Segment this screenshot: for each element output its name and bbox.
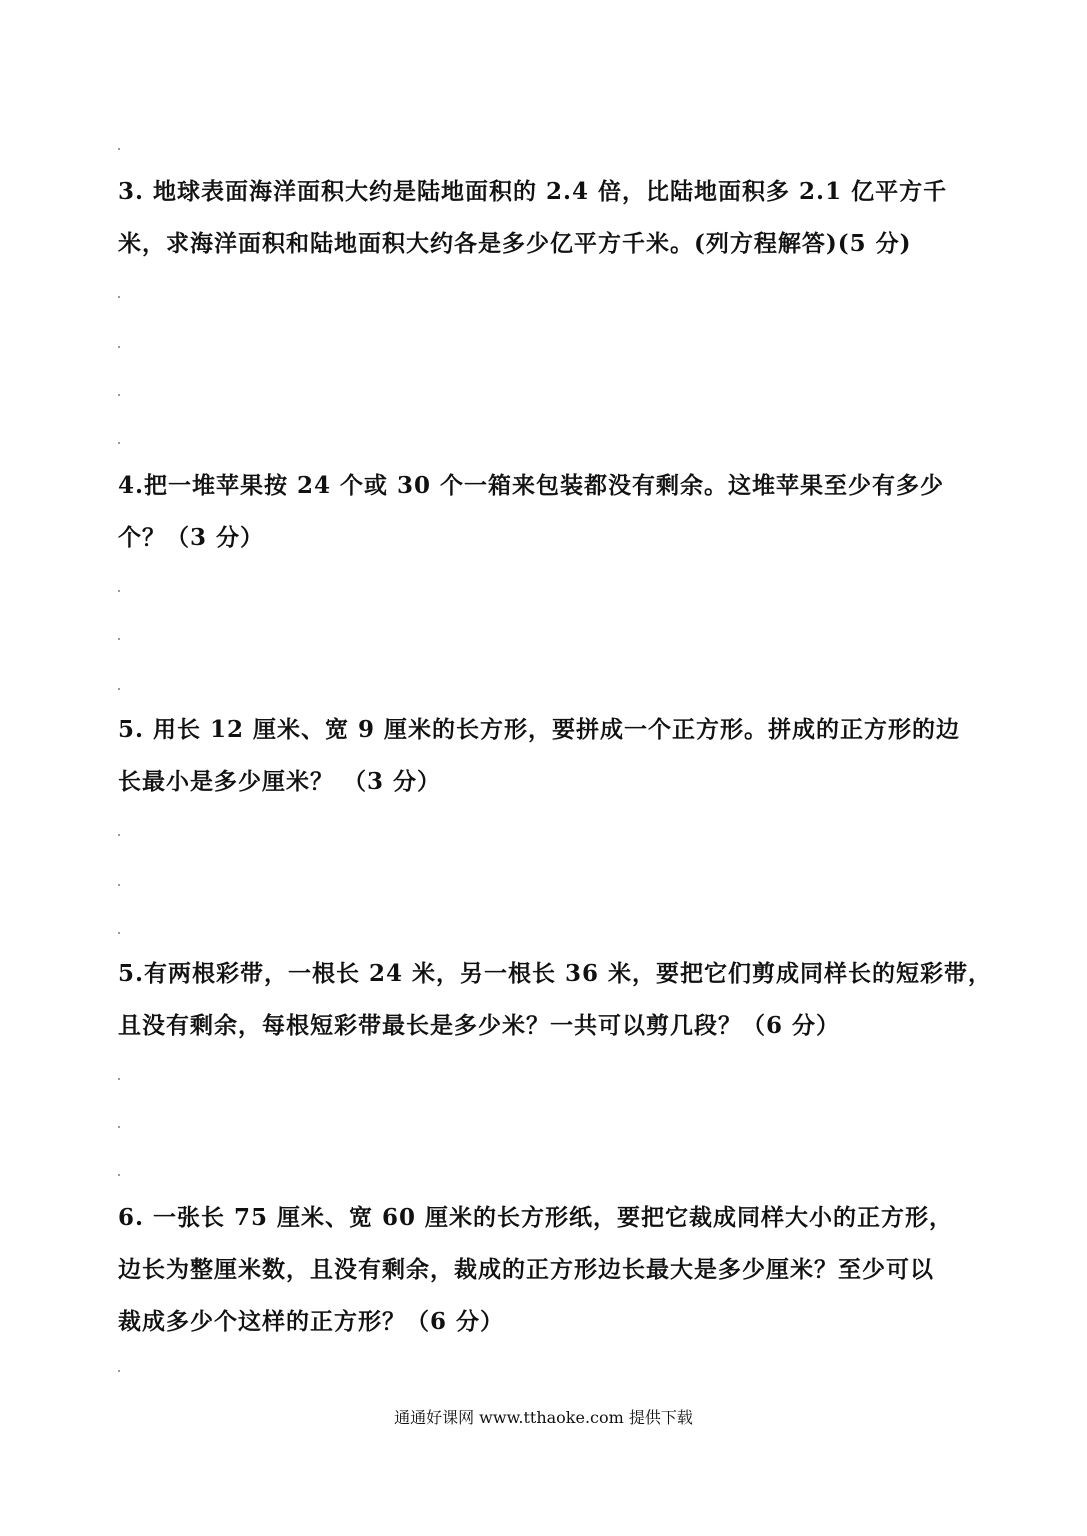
question-4-line-1: 4.把一堆苹果按 24 个或 30 个一箱来包装都没有剩余。这堆苹果至少有多少 [118,472,945,499]
scan-dot [118,590,120,592]
question-5b-line-2: 且没有剩余，每根短彩带最长是多少米？一共可以剪几段？（6 分） [118,1012,841,1039]
scan-dot [118,442,120,444]
question-5b [118,948,993,1052]
scan-dot [118,932,120,934]
question-6 [118,1192,978,1348]
question-5b-line-1: 5.有两根彩带，一根长 24 米，另一根长 36 米，要把它们剪成同样长的短彩带， [118,960,993,987]
question-5a [118,704,978,808]
scan-dot [118,1126,120,1128]
question-6-line-3: 裁成多少个这样的正方形？（6 分） [118,1308,505,1335]
scan-dot [118,296,120,298]
footer-download-credit: 通通好课网 www.tthaoke.com 提供下载 [394,1408,693,1427]
question-5a-line-2: 长最小是多少厘米？ （3 分） [118,768,442,795]
question-3-line-1: 3. 地球表面海洋面积大约是陆地面积的 2.4 倍，比陆地面积多 2.1 亿平方千 [118,178,948,205]
question-4-line-2: 个？（3 分） [118,524,265,551]
question-3 [118,166,978,270]
question-6-line-1: 6. 一张长 75 厘米、宽 60 厘米的长方形纸，要把它裁成同样大小的正方形， [118,1204,954,1231]
scan-dot [118,688,120,690]
scan-dot [118,1078,120,1080]
scan-dot [118,884,120,886]
scan-dot [118,148,120,150]
scan-dot [118,638,120,640]
question-4 [118,460,978,564]
scan-dot [118,1174,120,1176]
question-6-line-2: 边长为整厘米数，且没有剩余，裁成的正方形边长最大是多少厘米？至少可以 [118,1256,934,1283]
scan-dot [118,394,120,396]
question-5a-line-1: 5. 用长 12 厘米、宽 9 厘米的长方形，要拼成一个正方形。拼成的正方形的边 [118,716,961,743]
scan-dot [118,346,120,348]
scan-dot [118,1370,120,1372]
scan-dot [118,834,120,836]
question-3-line-2: 米，求海洋面积和陆地面积大约各是多少亿平方千米。(列方程解答)(5 分) [118,230,912,257]
